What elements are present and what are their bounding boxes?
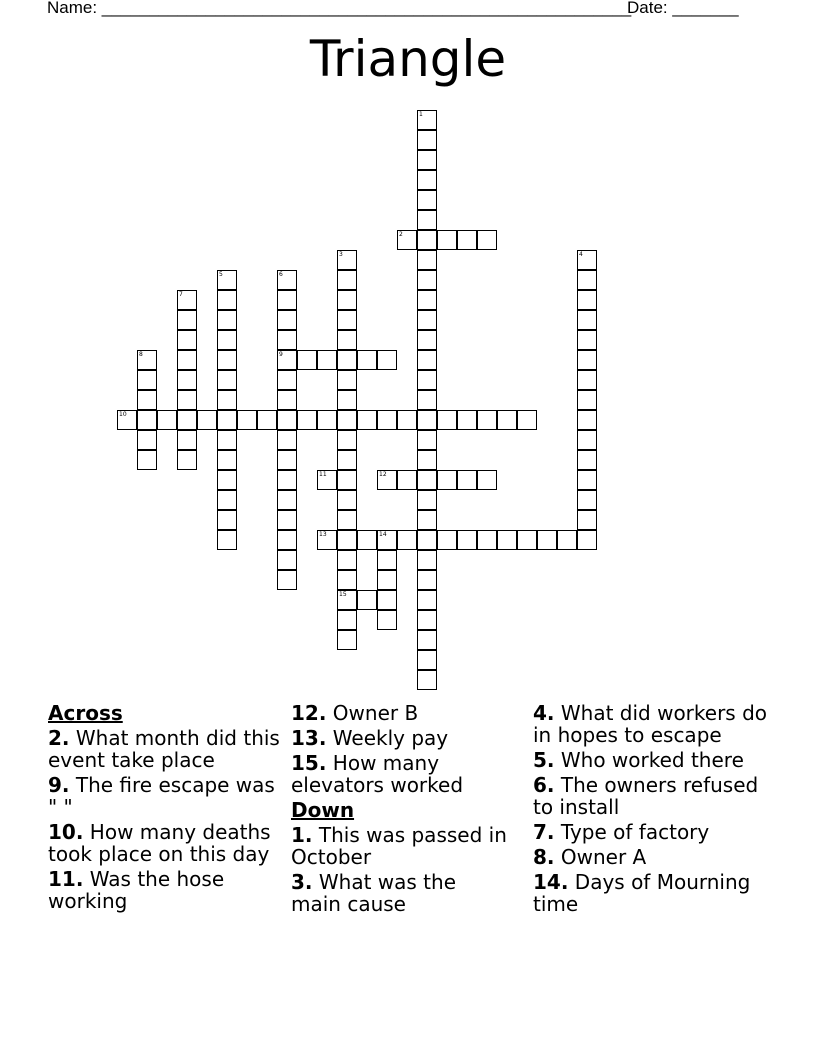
grid-cell[interactable] — [337, 430, 357, 450]
grid-cell[interactable] — [377, 550, 397, 570]
grid-cell[interactable] — [457, 470, 477, 490]
grid-cell[interactable] — [417, 450, 437, 470]
grid-cell[interactable] — [577, 250, 597, 270]
grid-cell[interactable] — [337, 370, 357, 390]
cell-number: 15 — [339, 591, 347, 598]
grid-cell[interactable] — [137, 370, 157, 390]
clue-item: 5. Who worked there — [533, 748, 744, 772]
clue-item: 15. How many elevators worked — [291, 751, 464, 797]
cell-number: 13 — [319, 531, 327, 538]
grid-cell[interactable] — [357, 350, 377, 370]
grid-cell[interactable] — [317, 410, 337, 430]
grid-cell[interactable] — [337, 350, 357, 370]
grid-cell[interactable] — [477, 410, 497, 430]
clue-item: 3. What was the main cause — [291, 870, 456, 916]
grid-cell[interactable] — [437, 530, 457, 550]
grid-cell[interactable] — [577, 430, 597, 450]
grid-cell[interactable] — [417, 110, 437, 130]
grid-cell[interactable] — [357, 530, 377, 550]
grid-cell[interactable] — [137, 350, 157, 370]
grid-cell[interactable] — [117, 410, 137, 430]
grid-cell[interactable] — [277, 510, 297, 530]
grid-cell[interactable] — [477, 470, 497, 490]
grid-cell[interactable] — [337, 410, 357, 430]
cell-number: 4 — [579, 251, 583, 258]
grid-cell[interactable] — [217, 310, 237, 330]
cell-number: 9 — [279, 351, 283, 358]
grid-cell[interactable] — [417, 650, 437, 670]
grid-cell[interactable] — [197, 410, 217, 430]
grid-cell[interactable] — [277, 330, 297, 350]
grid-cell[interactable] — [177, 410, 197, 430]
grid-cell[interactable] — [217, 350, 237, 370]
grid-cell[interactable] — [417, 250, 437, 270]
grid-cell[interactable] — [557, 530, 577, 550]
clue-item: 8. Owner A — [533, 845, 647, 869]
clue-item: 1. This was passed in October — [291, 823, 507, 869]
grid-cell[interactable] — [337, 270, 357, 290]
grid-cell[interactable] — [417, 490, 437, 510]
grid-cell[interactable] — [277, 530, 297, 550]
grid-cell[interactable] — [417, 470, 437, 490]
grid-cell[interactable] — [277, 470, 297, 490]
grid-cell[interactable] — [217, 270, 237, 290]
grid-cell[interactable] — [337, 550, 357, 570]
grid-cell[interactable] — [577, 290, 597, 310]
grid-cell[interactable] — [297, 350, 317, 370]
grid-cell[interactable] — [277, 370, 297, 390]
grid-cell[interactable] — [177, 450, 197, 470]
grid-cell[interactable] — [577, 370, 597, 390]
grid-cell[interactable] — [337, 530, 357, 550]
grid-cell[interactable] — [397, 410, 417, 430]
grid-cell[interactable] — [277, 570, 297, 590]
grid-cell[interactable] — [437, 410, 457, 430]
grid-cell[interactable] — [577, 390, 597, 410]
cell-number: 5 — [219, 271, 223, 278]
grid-cell[interactable] — [417, 190, 437, 210]
cell-number: 12 — [379, 471, 387, 478]
grid-cell[interactable] — [217, 490, 237, 510]
grid-cell[interactable] — [317, 350, 337, 370]
grid-cell[interactable] — [337, 570, 357, 590]
cell-number: 8 — [139, 351, 143, 358]
grid-cell[interactable] — [337, 590, 357, 610]
cell-number: 10 — [119, 411, 127, 418]
grid-cell[interactable] — [217, 410, 237, 430]
grid-cell[interactable] — [497, 410, 517, 430]
grid-cell[interactable] — [417, 170, 437, 190]
clue-item: 12. Owner B — [291, 701, 419, 725]
grid-cell[interactable] — [577, 530, 597, 550]
grid-cell[interactable] — [397, 230, 417, 250]
grid-cell[interactable] — [457, 410, 477, 430]
grid-cell[interactable] — [177, 310, 197, 330]
grid-cell[interactable] — [237, 410, 257, 430]
down-heading: Down — [291, 798, 355, 822]
grid-cell[interactable] — [417, 210, 437, 230]
grid-cell[interactable] — [417, 410, 437, 430]
grid-cell[interactable] — [337, 630, 357, 650]
grid-cell[interactable] — [577, 350, 597, 370]
grid-cell[interactable] — [417, 130, 437, 150]
across-heading: Across — [48, 701, 123, 725]
grid-cell[interactable] — [217, 370, 237, 390]
grid-cell[interactable] — [357, 590, 377, 610]
grid-cell[interactable] — [577, 410, 597, 430]
grid-cell[interactable] — [337, 510, 357, 530]
clue-item: 4. What did workers do in hopes to escape — [533, 701, 768, 747]
name-field-label: Name: ________________________________________________________ — [47, 0, 632, 17]
grid-cell[interactable] — [217, 470, 237, 490]
grid-cell[interactable] — [417, 590, 437, 610]
grid-cell[interactable] — [417, 510, 437, 530]
clue-item: 11. Was the hose working — [48, 867, 225, 913]
grid-cell[interactable] — [417, 290, 437, 310]
date-field-label: Date: _______ — [627, 0, 739, 17]
grid-cell[interactable] — [177, 290, 197, 310]
grid-cell[interactable] — [417, 310, 437, 330]
grid-cell[interactable] — [337, 490, 357, 510]
grid-cell[interactable] — [457, 530, 477, 550]
grid-cell[interactable] — [337, 310, 357, 330]
cell-number: 6 — [279, 271, 283, 278]
grid-cell[interactable] — [317, 530, 337, 550]
grid-cell[interactable] — [217, 290, 237, 310]
grid-cell[interactable] — [277, 290, 297, 310]
grid-cell[interactable] — [417, 610, 437, 630]
grid-cell[interactable] — [137, 410, 157, 430]
grid-cell[interactable] — [277, 450, 297, 470]
grid-cell[interactable] — [177, 430, 197, 450]
grid-cell[interactable] — [517, 530, 537, 550]
clues-column-2 — [291, 702, 511, 918]
grid-cell[interactable] — [477, 230, 497, 250]
grid-cell[interactable] — [357, 410, 377, 430]
grid-cell[interactable] — [177, 370, 197, 390]
grid-cell[interactable] — [217, 430, 237, 450]
grid-cell[interactable] — [397, 530, 417, 550]
grid-cell[interactable] — [497, 530, 517, 550]
grid-cell[interactable] — [377, 350, 397, 370]
grid-cell[interactable] — [577, 310, 597, 330]
grid-cell[interactable] — [397, 470, 417, 490]
grid-cell[interactable] — [417, 670, 437, 690]
puzzle-title: Triangle — [309, 30, 507, 88]
grid-cell[interactable] — [477, 530, 497, 550]
cell-number: 14 — [379, 531, 387, 538]
clue-item: 14. Days of Mourning time — [533, 870, 751, 916]
grid-cell[interactable] — [377, 410, 397, 430]
grid-cell[interactable] — [217, 390, 237, 410]
grid-cell[interactable] — [457, 230, 477, 250]
grid-cell[interactable] — [377, 590, 397, 610]
clue-item: 9. The fire escape was " " — [48, 773, 275, 819]
grid-cell[interactable] — [417, 550, 437, 570]
grid-cell[interactable] — [437, 230, 457, 250]
clue-item: 6. The owners refused to install — [533, 773, 759, 819]
cell-number: 1 — [419, 111, 423, 118]
grid-cell[interactable] — [577, 450, 597, 470]
grid-cell[interactable] — [337, 470, 357, 490]
grid-cell[interactable] — [277, 350, 297, 370]
grid-cell[interactable] — [337, 390, 357, 410]
grid-cell[interactable] — [417, 330, 437, 350]
grid-cell[interactable] — [277, 410, 297, 430]
grid-cell[interactable] — [337, 250, 357, 270]
grid-cell[interactable] — [577, 470, 597, 490]
cell-number: 3 — [339, 251, 343, 258]
grid-cell[interactable] — [297, 410, 317, 430]
grid-cell[interactable] — [577, 510, 597, 530]
grid-cell[interactable] — [177, 390, 197, 410]
grid-cell[interactable] — [337, 330, 357, 350]
grid-cell[interactable] — [417, 150, 437, 170]
grid-cell[interactable] — [577, 330, 597, 350]
grid-cell[interactable] — [417, 390, 437, 410]
grid-cell[interactable] — [417, 270, 437, 290]
clue-item: 7. Type of factory — [533, 820, 710, 844]
grid-cell[interactable] — [417, 350, 437, 370]
grid-cell[interactable] — [137, 450, 157, 470]
grid-cell[interactable] — [417, 230, 437, 250]
grid-cell[interactable] — [517, 410, 537, 430]
grid-cell[interactable] — [137, 390, 157, 410]
clues-column-1 — [48, 702, 288, 915]
grid-cell[interactable] — [337, 450, 357, 470]
grid-cell[interactable] — [177, 350, 197, 370]
grid-cell[interactable] — [377, 470, 397, 490]
clue-item: 2. What month did this event take place — [48, 726, 280, 772]
cell-number: 7 — [179, 291, 183, 298]
cell-number: 2 — [399, 231, 403, 238]
clues-column-3 — [533, 702, 773, 918]
grid-cell[interactable] — [577, 490, 597, 510]
grid-cell[interactable] — [217, 510, 237, 530]
grid-cell[interactable] — [257, 410, 277, 430]
grid-cell[interactable] — [277, 430, 297, 450]
grid-cell[interactable] — [377, 610, 397, 630]
cell-number: 11 — [319, 471, 327, 478]
grid-cell[interactable] — [177, 330, 197, 350]
grid-cell[interactable] — [277, 270, 297, 290]
grid-cell[interactable] — [417, 370, 437, 390]
grid-cell[interactable] — [317, 470, 337, 490]
grid-cell[interactable] — [537, 530, 557, 550]
grid-cell[interactable] — [417, 430, 437, 450]
grid-cell[interactable] — [577, 270, 597, 290]
clue-item: 10. How many deaths took place on this day — [48, 820, 271, 866]
grid-cell[interactable] — [277, 390, 297, 410]
grid-cell[interactable] — [217, 450, 237, 470]
grid-cell[interactable] — [377, 530, 397, 550]
clue-item: 13. Weekly pay — [291, 726, 449, 750]
grid-cell[interactable] — [157, 410, 177, 430]
grid-cell[interactable] — [377, 570, 397, 590]
grid-cell[interactable] — [337, 290, 357, 310]
grid-cell[interactable] — [417, 530, 437, 550]
grid-cell[interactable] — [277, 550, 297, 570]
grid-cell[interactable] — [217, 330, 237, 350]
grid-cell[interactable] — [277, 490, 297, 510]
grid-cell[interactable] — [277, 310, 297, 330]
grid-cell[interactable] — [217, 530, 237, 550]
grid-cell[interactable] — [137, 430, 157, 450]
grid-cell[interactable] — [337, 610, 357, 630]
grid-cell[interactable] — [437, 470, 457, 490]
grid-cell[interactable] — [417, 570, 437, 590]
grid-cell[interactable] — [417, 630, 437, 650]
across-clue-list — [48, 727, 288, 912]
